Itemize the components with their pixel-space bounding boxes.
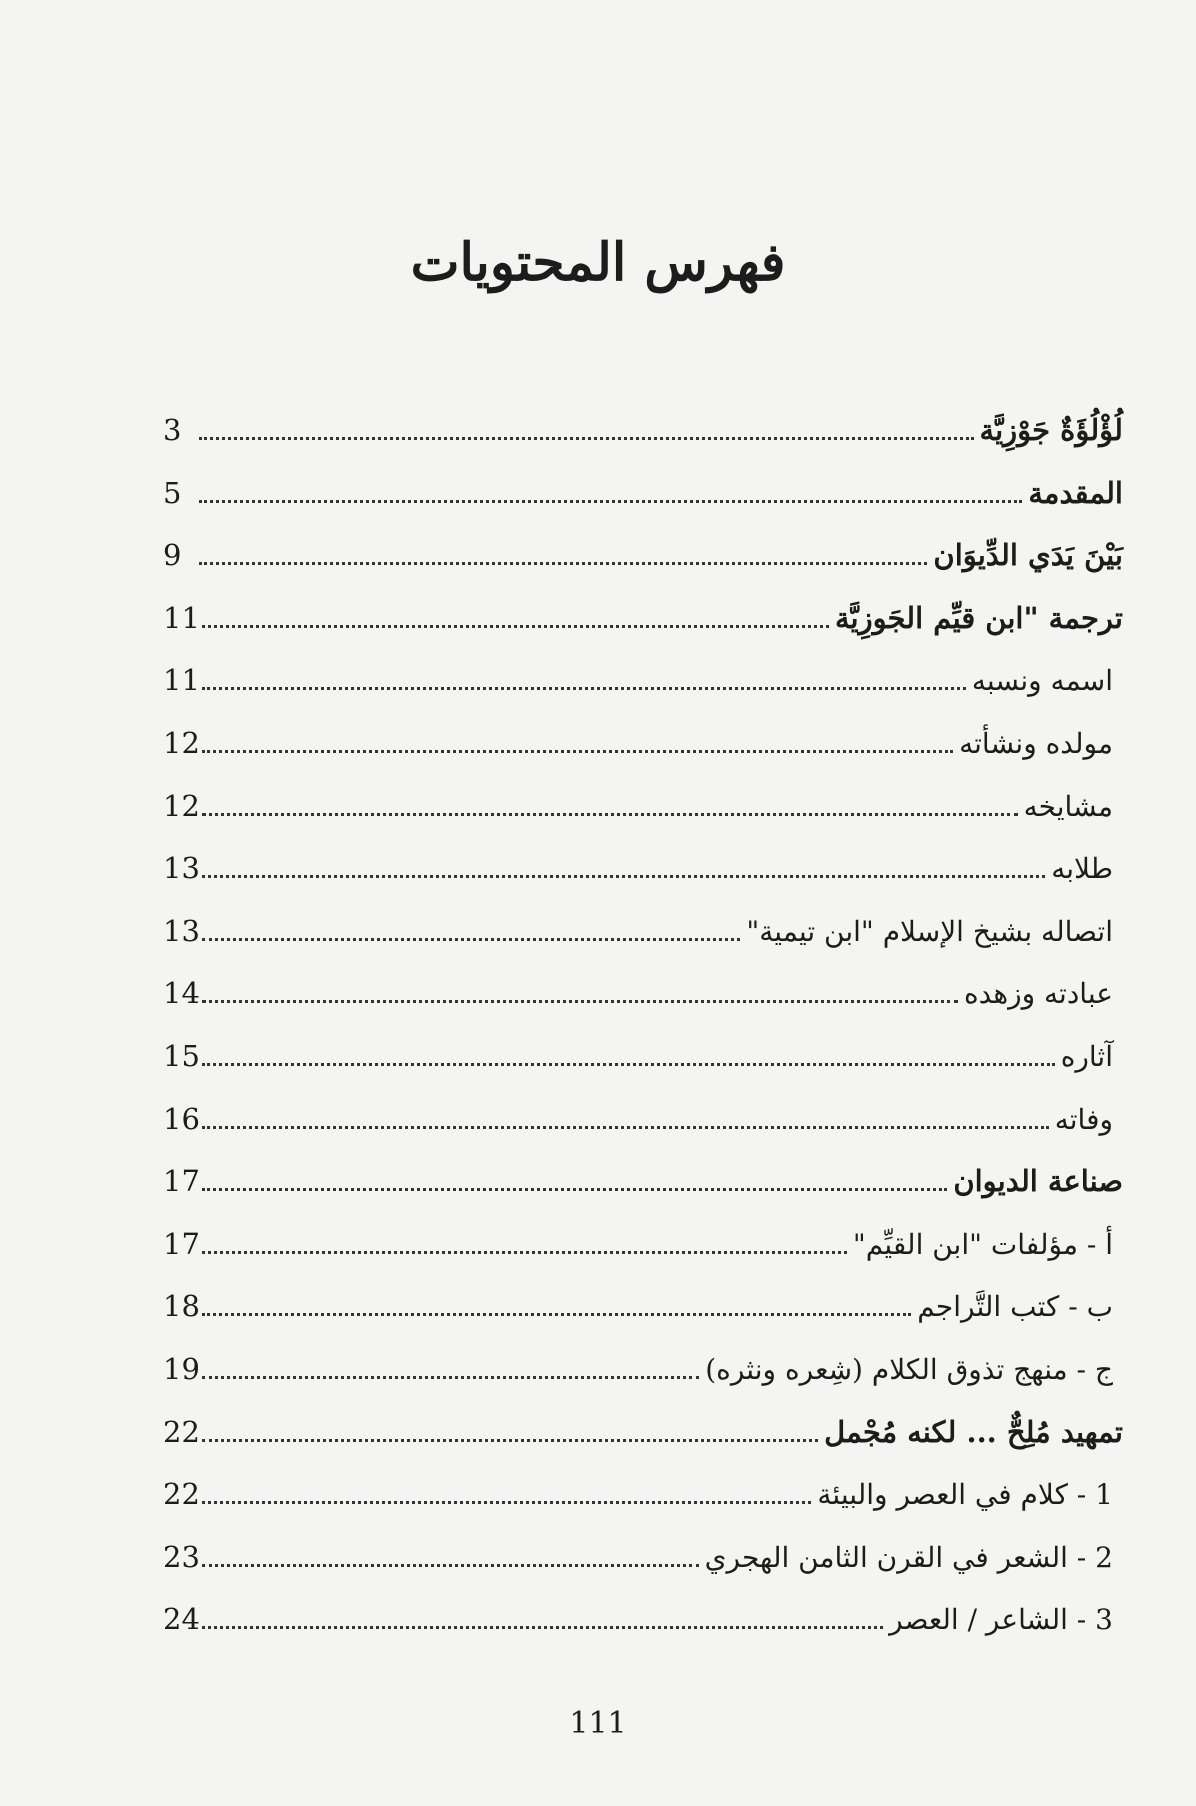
toc-entry-title: لُؤْلُؤَةٌ جَوْزِيَّة xyxy=(979,413,1123,447)
toc-entry xyxy=(163,413,1123,476)
toc-entry-page: 12 xyxy=(163,725,200,760)
dot-leader xyxy=(202,1188,947,1191)
toc-entry-title: بَيْنَ يَدَي الدِّيوَان xyxy=(933,538,1123,573)
dot-leader xyxy=(202,1501,811,1504)
toc-entry-page: 22 xyxy=(163,1477,200,1512)
toc-entry-title: المقدمة xyxy=(1028,475,1123,510)
toc-entry-page: 5 xyxy=(163,475,182,510)
toc-entry-title: وفاته xyxy=(1054,1102,1113,1136)
toc-entry xyxy=(163,1227,1123,1290)
toc-entry-title: 3 - الشاعر / العصر xyxy=(889,1603,1113,1637)
toc-entry-title: ترجمة "ابن قيِّم الجَوزِيَّة xyxy=(834,600,1123,635)
toc-entry-page: 9 xyxy=(163,538,182,573)
toc-entry-title: تمهيد مُلِحٌّ ... لكنه مُجْمل xyxy=(824,1414,1123,1449)
toc-entry xyxy=(163,851,1123,914)
toc-entry-page: 17 xyxy=(163,1226,200,1261)
toc-entry xyxy=(163,1102,1123,1165)
toc-entry-title: طلابه xyxy=(1051,852,1113,886)
dot-leader xyxy=(202,687,966,690)
page-number: 111 xyxy=(569,1706,627,1741)
dot-leader xyxy=(202,1063,1055,1066)
toc-entry xyxy=(163,538,1123,601)
dot-leader xyxy=(202,813,1018,816)
dot-leader xyxy=(202,1126,1049,1129)
toc-entry-page: 12 xyxy=(163,788,200,823)
dot-leader xyxy=(202,625,829,628)
toc-entry-page: 24 xyxy=(163,1602,200,1637)
toc-entry-page: 13 xyxy=(163,913,200,948)
toc-entry xyxy=(163,1415,1123,1478)
dot-leader xyxy=(202,1439,818,1442)
toc-entry xyxy=(163,1164,1123,1227)
toc-entry-title: 2 - الشعر في القرن الثامن الهجري xyxy=(704,1540,1113,1574)
toc-entry xyxy=(163,601,1123,664)
toc-entry-page: 11 xyxy=(163,663,200,698)
toc-entry xyxy=(163,726,1123,789)
toc-entry xyxy=(163,789,1123,852)
dot-leader xyxy=(199,500,1022,503)
dot-leader xyxy=(202,750,953,753)
toc-entry-title: آثاره xyxy=(1060,1039,1113,1073)
dot-leader xyxy=(202,875,1045,878)
toc-entry-title: اتصاله بشيخ الإسلام "ابن تيمية" xyxy=(746,914,1113,948)
dot-leader xyxy=(202,1251,847,1254)
dot-leader xyxy=(202,1626,883,1629)
toc-entry-page: 16 xyxy=(163,1101,200,1136)
toc-entry-page: 22 xyxy=(163,1414,200,1449)
toc-entry xyxy=(163,1477,1123,1540)
toc-entry-title: أ - مؤلفات "ابن القيِّم" xyxy=(852,1227,1113,1261)
toc-entry-page: 18 xyxy=(163,1289,200,1324)
dot-leader xyxy=(199,562,927,565)
toc-entry xyxy=(163,1602,1123,1665)
toc-entry xyxy=(163,1289,1123,1352)
toc-entry-page: 13 xyxy=(163,851,200,886)
dot-leader xyxy=(202,1313,911,1316)
toc-entry-title: عبادته وزهده xyxy=(963,977,1113,1011)
toc-entry xyxy=(163,914,1123,977)
toc-entry-page: 23 xyxy=(163,1539,200,1574)
toc-entry-page: 15 xyxy=(163,1038,200,1073)
toc-entry xyxy=(163,1039,1123,1102)
toc-entry xyxy=(163,976,1123,1039)
toc-entry-page: 3 xyxy=(163,413,182,447)
toc-entry-title: مولده ونشأته xyxy=(959,726,1113,760)
toc-entry-page: 17 xyxy=(163,1164,200,1199)
toc-entry-page: 19 xyxy=(163,1351,200,1386)
toc-entry-title: ب - كتب التَّراجم xyxy=(917,1290,1113,1324)
dot-leader xyxy=(202,1000,958,1003)
toc-entry-title: 1 - كلام في العصر والبيئة xyxy=(817,1478,1113,1512)
toc-entry-title: اسمه ونسبه xyxy=(971,664,1113,698)
dot-leader xyxy=(202,1564,699,1567)
toc-entry-page: 11 xyxy=(163,600,200,635)
dot-leader xyxy=(199,437,974,440)
toc-entry-title: ج - منهج تذوق الكلام (شِعره ونثره) xyxy=(705,1352,1113,1386)
toc-entry-title: صناعة الديوان xyxy=(953,1164,1123,1199)
toc-entry xyxy=(163,663,1123,726)
dot-leader xyxy=(202,1376,699,1379)
dot-leader xyxy=(202,938,740,941)
toc-entry xyxy=(163,1540,1123,1603)
toc-entry xyxy=(163,1352,1123,1415)
toc-entry xyxy=(163,476,1123,539)
toc-entry-title: مشايخه xyxy=(1023,789,1113,823)
toc-entry-page: 14 xyxy=(163,976,200,1011)
page-title: فهرس المحتويات xyxy=(410,232,786,293)
table-of-contents xyxy=(163,413,1123,1665)
